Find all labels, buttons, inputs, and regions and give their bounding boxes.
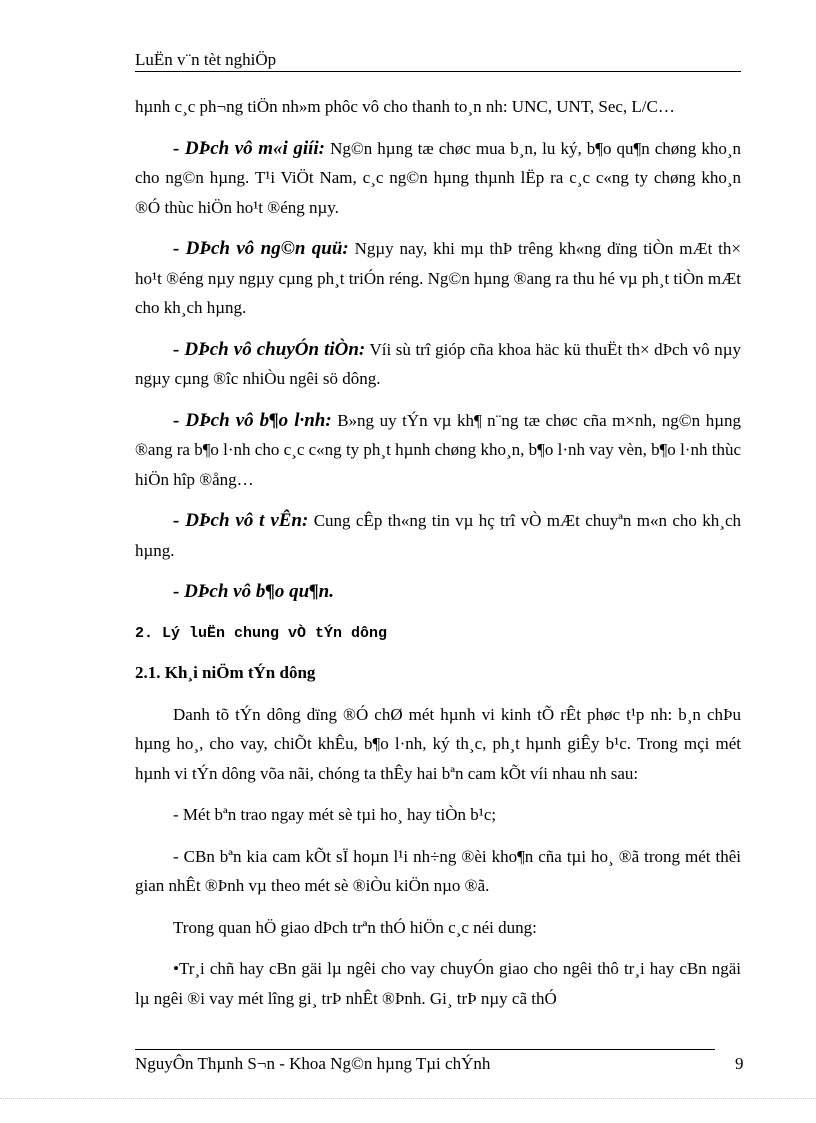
service-advisory <box>135 506 741 565</box>
service-guarantee <box>135 406 741 495</box>
term: - DÞch vô m«i giíi: <box>173 137 326 159</box>
page-footer: NguyÔn Thµnh S¬n - Khoa Ng©n hµng Tµi chÝnh <box>135 1054 491 1073</box>
term: - DÞch vô ng©n quü: <box>173 238 349 259</box>
paragraph: •Tr¸i chñ hay cBn gäi lµ ngêi cho vay chuyÓn giao cho ngêi thô tr¸i hay cBn ngäi lµ ngêi ®i vay mét lîng gi¸ trÞ nhÊt ®Þnh. Gi¸ trÞ nµy cã thÓ <box>135 959 741 1008</box>
term: - DÞch vô b¶o qu¶n. <box>173 581 334 602</box>
paragraph: - CBn bªn kia cam kÕt sÏ hoµn l¹i nh÷ng ®èi kho¶n cña tµi ho¸ ®ã trong mét thêi gian nhÊt ®Þnh vµ theo mét sè ®iÒu kiÖn nµo ®ã. <box>135 846 741 895</box>
section-heading: 2. Lý luËn chung vÒ tÝn dông <box>135 624 388 642</box>
term-desc: Ngµy nay, khi mµ thÞ trêng kh«ng dïng tiÒn mÆt th× ho¹t ®éng nµy ngµy cµng ph¸t triÓn réng. Ng©n hµng ®ang ra thu hé vµ ph¸t tiÒn mÆt cho kh¸ch hµng. <box>135 239 741 317</box>
page-number: 9 <box>735 1054 744 1073</box>
service-treasury <box>135 234 741 323</box>
term-desc: Víi sù trî gióp cña khoa häc kü thuËt th× dÞch vô nµy ngµy cµng ®îc nhiÒu ngêi sö dông. <box>135 339 741 388</box>
term-desc: Cung cÊp th«ng tin vµ hç trî vÒ mÆt chuyªn m«n cho kh¸ch hµng. <box>135 511 741 560</box>
page-body <box>135 92 741 1025</box>
subsection-heading: 2.1. Kh¸i niÖm tÝn dông <box>135 663 316 682</box>
term: - DÞch vô t vÊn: <box>173 510 309 531</box>
paragraph: hµnh c¸c ph¬ng tiÖn nh»m phôc vô cho thanh to¸n nh: UNC, UNT, Sec, L/C… <box>135 97 675 116</box>
term: - DÞch vô b¶o l·nh: <box>173 409 332 431</box>
term-desc: Ng©n hµng tæ chøc mua b¸n, lu ký, b¶o qu¶n chøng kho¸n cho ng©n hµng. T¹i ViÖt Nam, c¸c ng©n hµng thµnh lËp ra c¸c c«ng ty chøng kho¸n ®Ó thùc hiÖn ho¹t ®éng nµy. <box>135 138 742 217</box>
term: - DÞch vô chuyÓn tiÒn: <box>173 338 366 360</box>
footer-rule <box>135 1049 715 1050</box>
service-brokerage <box>135 134 741 223</box>
paragraph: - Mét bªn trao ngay mét sè tµi ho¸ hay tiÒn b¹c; <box>173 805 497 824</box>
paragraph: Danh tõ tÝn dông dïng ®Ó chØ mét hµnh vi kinh tÕ rÊt phøc t¹p nh: b¸n chÞu hµng ho¸, cho vay, chiÕt khÊu, b¶o l·nh, ký th¸c, ph¸t hµnh giÊy b¹c. Trong mçi mét hµnh vi tÝn dông võa nãi, chóng ta thÊy hai bªn cam kÕt víi nhau nh sau: <box>135 704 741 783</box>
service-custody <box>135 577 741 607</box>
paragraph: Trong quan hÖ giao dÞch trªn thÓ hiÖn c¸c néi dung: <box>173 917 537 937</box>
header-rule <box>135 71 741 72</box>
service-transfer <box>135 335 741 394</box>
page-edge <box>0 1098 816 1099</box>
page-header: LuËn v¨n tèt nghiÖp <box>135 50 277 69</box>
term-desc: B»ng uy tÝn vµ kh¶ n¨ng tæ chøc cña m×nh, ng©n hµng ®ang ra b¶o l·nh cho c¸c c«ng ty ph¸t hµnh chøng kho¸n, b¶o l·nh vay vèn, b¶o l·nh thùc hiÖn hîp ®ång… <box>135 410 742 489</box>
